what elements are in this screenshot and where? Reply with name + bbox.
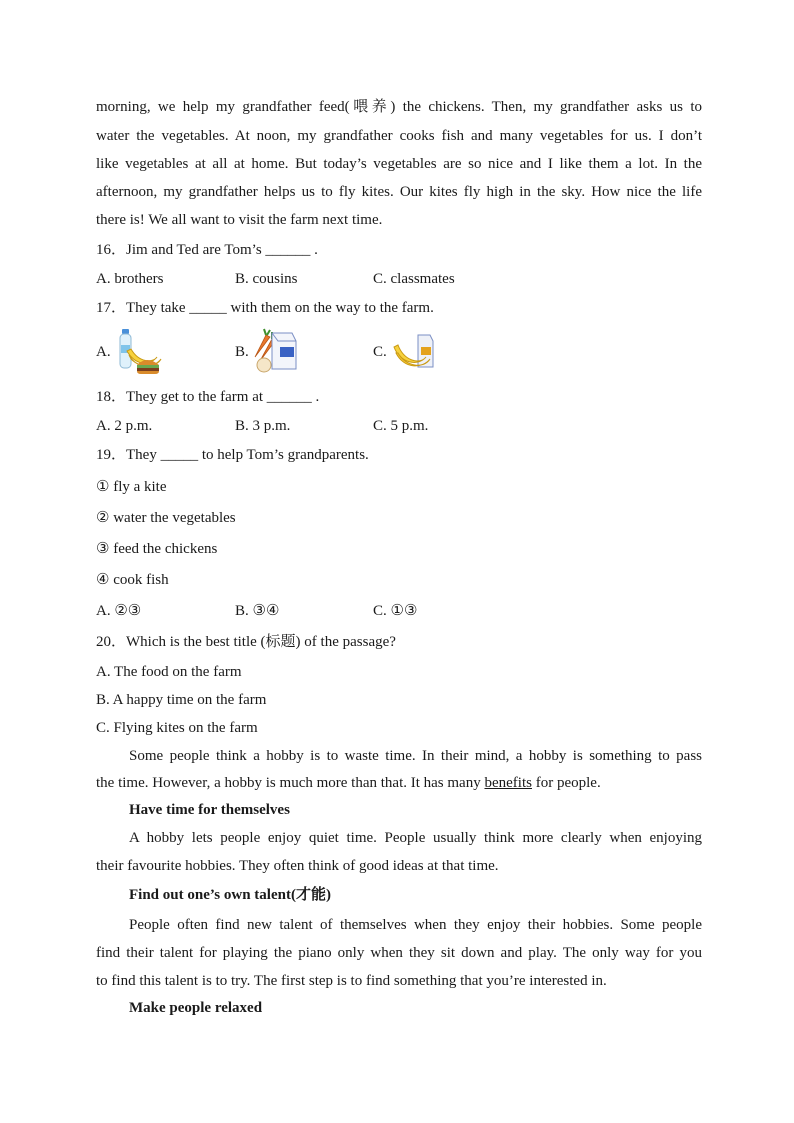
q17-option-a[interactable]: A. bbox=[96, 344, 111, 360]
passage2-intro-line-1: Some people think a hobby is to waste time. In their mind, a hobby is something to pass bbox=[129, 748, 702, 764]
passage1-line-4: afternoon, my grandfather helps us to fly kites. Our kites fly high in the sky. How nice the life bbox=[96, 184, 702, 200]
q16-option-b[interactable]: B. cousins bbox=[235, 271, 298, 287]
para2-line-2: find their talent for playing the piano only when they sit down and play. The only way for you bbox=[96, 945, 702, 961]
para2-line-3: to find this talent is to try. The first step is to find something that you’re interested in. bbox=[96, 973, 607, 989]
carrot-milk-egg-icon bbox=[252, 327, 298, 373]
q20-option-c[interactable]: C. Flying kites on the farm bbox=[96, 720, 258, 736]
passage1-line-1: morning, we help my grandfather feed(喂养) the chickens. Then, my grandfather asks us to bbox=[96, 99, 702, 115]
passage2-intro-line-2 bbox=[96, 769, 702, 797]
para1-line-1: A hobby lets people enjoy quiet time. People usually think more clearly when enjoying bbox=[129, 830, 702, 846]
q20-option-a[interactable]: A. The food on the farm bbox=[96, 664, 242, 680]
q20-option-b[interactable]: B. A happy time on the farm bbox=[96, 692, 267, 708]
question-16: 16．Jim and Ted are Tom’s ______ . bbox=[96, 242, 318, 258]
question-17: 17．They take _____ with them on the way to the farm. bbox=[96, 300, 434, 316]
passage1-line-2: water the vegetables. At noon, my grandfather cooks fish and many vegetables for us. I don’t bbox=[96, 128, 702, 144]
q19-item-1: ① fly a kite bbox=[96, 479, 167, 495]
q19-item-4: ④ cook fish bbox=[96, 572, 169, 588]
heading-make-relaxed: Make people relaxed bbox=[129, 1000, 263, 1016]
intro-text-after: for people. bbox=[531, 775, 601, 791]
q18-option-a[interactable]: A. 2 p.m. bbox=[96, 418, 153, 434]
q19-option-a[interactable]: A. ②③ bbox=[96, 603, 142, 619]
intro-text-before: the time. However, a hobby is much more than that. It has many bbox=[96, 775, 485, 791]
q18-option-c[interactable]: C. 5 p.m. bbox=[373, 418, 429, 434]
heading-have-time: Have time for themselves bbox=[129, 802, 290, 818]
q18-option-b[interactable]: B. 3 p.m. bbox=[235, 418, 291, 434]
q17-option-c[interactable]: C. bbox=[373, 344, 387, 360]
benefits-underlined-word: benefits bbox=[484, 775, 532, 791]
q16-option-a[interactable]: A. brothers bbox=[96, 271, 164, 287]
q16-option-c[interactable]: C. classmates bbox=[373, 271, 455, 287]
question-20: 20．Which is the best title (标题) of the passage? bbox=[96, 634, 396, 650]
q19-item-3: ③ feed the chickens bbox=[96, 541, 218, 557]
q19-item-2: ② water the vegetables bbox=[96, 510, 236, 526]
question-18: 18．They get to the farm at ______ . bbox=[96, 389, 320, 405]
para2-line-1: People often find new talent of themselves when they enjoy their hobbies. Some people bbox=[129, 917, 702, 933]
q19-option-b[interactable]: B. ③④ bbox=[235, 603, 280, 619]
passage1-line-3: like vegetables at all at home. But today’s vegetables are so nice and I like them a lot. In the bbox=[96, 156, 702, 172]
heading-find-talent: Find out one’s own talent(才能) bbox=[129, 887, 331, 903]
passage1-line-5: there is! We all want to visit the farm next time. bbox=[96, 212, 383, 228]
banana-milk-icon bbox=[392, 331, 436, 371]
q19-option-c[interactable]: C. ①③ bbox=[373, 603, 418, 619]
question-19: 19．They _____ to help Tom’s grandparents. bbox=[96, 447, 369, 463]
q17-option-b[interactable]: B. bbox=[235, 344, 249, 360]
para1-line-2: their favourite hobbies. They often think of good ideas at that time. bbox=[96, 858, 499, 874]
water-bottle-banana-hamburger-icon bbox=[115, 327, 165, 375]
